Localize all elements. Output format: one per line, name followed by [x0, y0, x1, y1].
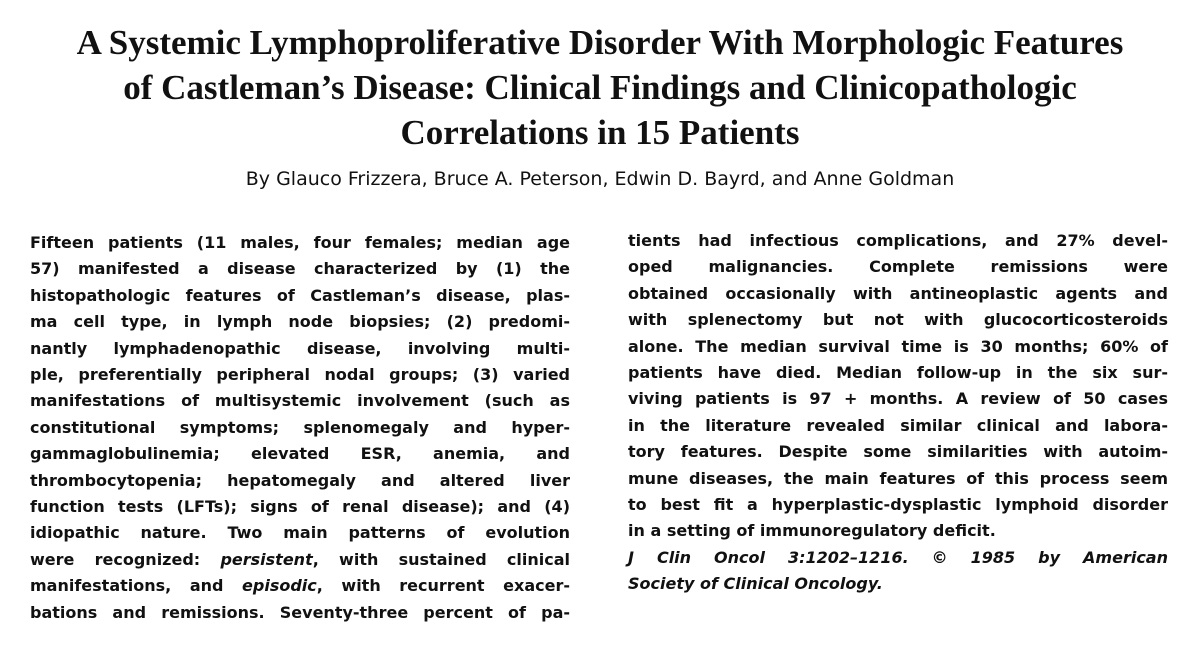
abstract-line-persistent [30, 547, 570, 573]
citation-line: J Clin Oncol 3:1202–1216. © 1985 by American [628, 547, 1168, 567]
abstract-line: to best fit a hyperplastic-dysplastic lymphoid disorder [628, 495, 1168, 515]
abstract-line: in a setting of immunoregulatory deficit. [628, 521, 996, 541]
abstract-line: constitutional symptoms; splenomegaly and hyper- [30, 417, 570, 437]
citation-line: Society of Clinical Oncology. [628, 574, 883, 594]
text-fragment: were recognized: [30, 549, 221, 569]
abstract-line: patients have died. Median follow-up in the six sur- [628, 363, 1168, 383]
abstract-line: idiopathic nature. Two main patterns of evolution [30, 523, 570, 543]
text-fragment: , with sustained clinical [312, 549, 571, 569]
author-byline: By Glauco Frizzera, Bruce A. Peterson, Edwin D. Bayrd, and Anne Goldman [245, 168, 955, 190]
abstract-line: ple, preferentially peripheral nodal groups; (3) varied [30, 365, 570, 385]
abstract-line: mune diseases, the main features of this process seem [628, 468, 1168, 488]
text-fragment: manifestations, and [30, 576, 243, 596]
abstract-line: Fifteen patients (11 males, four females; median age [30, 233, 570, 252]
abstract-right-column [628, 228, 1168, 598]
abstract-line: oped malignancies. Complete remissions were [628, 257, 1168, 277]
abstract-line: manifestations of multisystemic involvement (such as [30, 391, 570, 411]
abstract-line: alone. The median survival time is 30 months; 60% of [628, 336, 1168, 356]
title-line: Correlations in 15 Patients [400, 113, 800, 152]
abstract-line: nantly lymphadenopathic disease, involving multi- [30, 338, 570, 358]
abstract-line-episodic [30, 573, 570, 599]
text-fragment: , with recurrent exacer- [316, 576, 570, 596]
abstract-line: function tests (LFTs); signs of renal disease); and (4) [30, 497, 570, 517]
italic-term-persistent: persistent [220, 549, 313, 569]
abstract-line: viving patients is 97 + months. A review of 50 cases [628, 389, 1168, 409]
abstract-line: thrombocytopenia; hepatomegaly and altered liver [30, 470, 570, 490]
abstract-line: 57) manifested a disease characterized by (1) the [30, 259, 570, 279]
italic-term-episodic: episodic [242, 576, 317, 596]
abstract-left-column [30, 230, 570, 626]
abstract-line: ma cell type, in lymph node biopsies; (2) predomi- [30, 312, 570, 332]
abstract-line: with splenectomy but not with glucocorticosteroids [628, 310, 1168, 330]
abstract-line: bations and remissions. Seventy-three percent of pa- [30, 602, 570, 622]
abstract-line: histopathologic features of Castleman’s disease, plas- [30, 285, 570, 305]
title-line: of Castleman’s Disease: Clinical Findings and Clinicopathologic [123, 68, 1077, 107]
abstract-line: gammaglobulinemia; elevated ESR, anemia, and [30, 444, 570, 464]
abstract-line: tients had infectious complications, and 27% devel- [628, 231, 1168, 250]
abstract-line: in the literature revealed similar clinical and labora- [628, 415, 1168, 435]
abstract-line: tory features. Despite some similarities with autoim- [628, 442, 1168, 462]
abstract-line: obtained occasionally with antineoplastic agents and [628, 283, 1168, 303]
article-title [20, 20, 1180, 155]
title-line: A Systemic Lymphoproliferative Disorder With Morphologic Features [76, 23, 1124, 62]
